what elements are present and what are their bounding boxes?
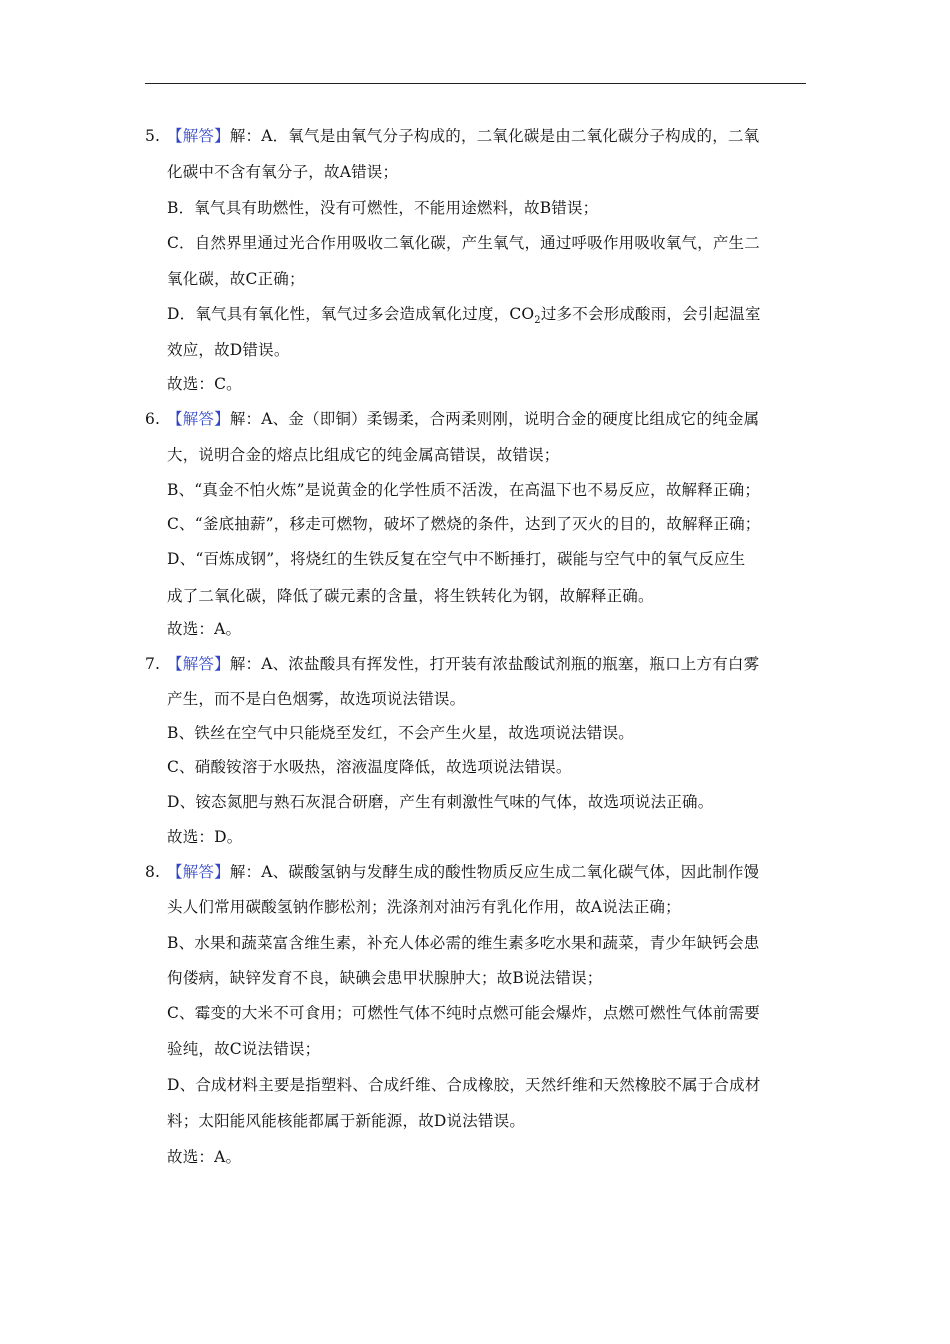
item-8-line-5: C、霉变的大米不可食用；可燃性气体不纯时点燃可能会爆炸，点燃可燃性气体前需要 bbox=[167, 1004, 760, 1022]
answer-tag: 【解答】 bbox=[167, 863, 230, 881]
header-rule bbox=[145, 83, 806, 84]
item-5-line-3: B．氧气具有助燃性，没有可燃性，不能用途燃料，故B错误； bbox=[167, 199, 599, 217]
item-8-line-2: 头人们常用碳酸氢钠作膨松剂；洗涤剂对油污有乳化作用，故A说法正确； bbox=[167, 898, 681, 916]
item-6-line-4: C、“釜底抽薪”，移走可燃物，破坏了燃烧的条件，达到了灭火的目的，故解释正确； bbox=[167, 515, 761, 533]
item-8-line-6: 验纯，故C说法错误； bbox=[167, 1040, 321, 1058]
item-number: 5. bbox=[145, 127, 161, 145]
item-8-line-4: 佝偻病，缺锌发育不良，缺碘会患甲状腺肿大；故B说法错误； bbox=[167, 969, 603, 987]
item-5-line-2: 化碳中不含有氧分子，故A错误； bbox=[167, 163, 399, 181]
item-7-line-1: 7. 【解答】解：A、浓盐酸具有挥发性，打开装有浓盐酸试剂瓶的瓶塞，瓶口上方有白雾 bbox=[145, 655, 760, 673]
item-5-line-6: D．氧气具有氧化性，氧气过多会造成氧化过度，$CO_2$过多不会形成酸雨，会引起温室 bbox=[167, 305, 761, 327]
item-6-choice: 故选：A。 bbox=[167, 620, 242, 638]
item-8-line-1: 8. 【解答】解：A、碳酸氢钠与发酵生成的酸性物质反应生成二氧化碳气体，因此制作馒 bbox=[145, 863, 760, 881]
subscript: 2 bbox=[534, 315, 541, 327]
item-7-line-2: 产生，而不是白色烟雾，故选项说法错误。 bbox=[167, 690, 466, 708]
item-7-line-5: D、铵态氮肥与熟石灰混合研磨，产生有刺激性气味的气体，故选项说法正确。 bbox=[167, 793, 714, 811]
item-5-line-1: 5. 【解答】解：A．氧气是由氧气分子构成的，二氧化碳是由二氧化碳分子构成的，二氧 bbox=[145, 127, 760, 145]
item-number: 6. bbox=[145, 410, 161, 428]
answer-tag: 【解答】 bbox=[167, 655, 230, 673]
item-7-line-4: C、硝酸铵溶于水吸热，溶液温度降低，故选项说法错误。 bbox=[167, 758, 572, 776]
item-8-line-7: D、合成材料主要是指塑料、合成纤维、合成橡胶，天然纤维和天然橡胶不属于合成材 bbox=[167, 1076, 761, 1094]
item-7-choice: 故选：D。 bbox=[167, 828, 243, 846]
item-6-line-6: 成了二氧化碳，降低了碳元素的含量，将生铁转化为钢，故解释正确。 bbox=[167, 587, 654, 605]
item-5-line-7: 效应，故D错误。 bbox=[167, 341, 290, 359]
item-6-line-3: B、“真金不怕火炼”是说黄金的化学性质不活泼，在高温下也不易反应，故解释正确； bbox=[167, 481, 761, 499]
item-6-line-1: 6. 【解答】解：A、金（即铜）柔锡柔，合两柔则刚，说明合金的硬度比组成它的纯金属 bbox=[145, 410, 760, 428]
item-5-line-4: C．自然界里通过光合作用吸收二氧化碳，产生氧气，通过呼吸作用吸收氧气，产生二 bbox=[167, 234, 760, 252]
item-7-line-3: B、铁丝在空气中只能烧至发红，不会产生火星，故选项说法错误。 bbox=[167, 724, 634, 742]
item-8-line-3: B、水果和蔬菜富含维生素，补充人体必需的维生素多吃水果和蔬菜，青少年缺钙会患 bbox=[167, 934, 760, 952]
item-8-line-8: 料；太阳能风能核能都属于新能源，故D说法错误。 bbox=[167, 1112, 526, 1130]
answer-tag: 【解答】 bbox=[167, 127, 230, 145]
item-5-choice: 故选：C。 bbox=[167, 375, 242, 393]
item-8-choice: 故选：A。 bbox=[167, 1148, 242, 1166]
item-6-line-5: D、“百炼成钢”，将烧红的生铁反复在空气中不断捶打，碳能与空气中的氧气反应生 bbox=[167, 550, 746, 568]
item-number: 8. bbox=[145, 863, 161, 881]
answer-tag: 【解答】 bbox=[167, 410, 230, 428]
item-6-line-2: 大，说明合金的熔点比组成它的纯金属高错误，故错误； bbox=[167, 446, 560, 464]
item-5-line-5: 氧化碳，故C正确； bbox=[167, 270, 305, 288]
item-number: 7. bbox=[145, 655, 161, 673]
